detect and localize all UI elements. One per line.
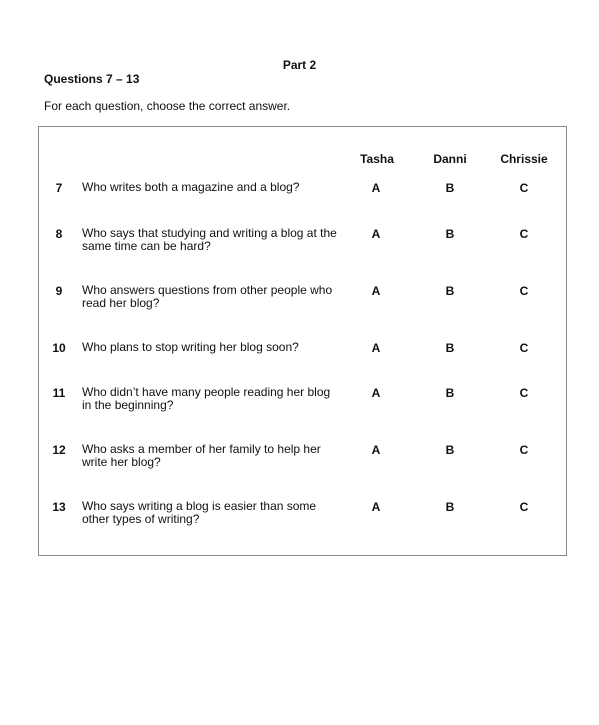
option-a[interactable]: A <box>371 341 381 355</box>
column-header-danni: Danni <box>433 152 467 166</box>
instruction-text: For each question, choose the correct answer. <box>44 99 291 113</box>
option-a[interactable]: A <box>371 284 381 298</box>
option-b[interactable]: B <box>445 443 455 457</box>
part-title: Part 2 <box>282 58 317 72</box>
column-header-tasha: Tasha <box>360 152 394 166</box>
question-text: Who plans to stop writing her blog soon? <box>82 340 299 354</box>
question-number: 13 <box>52 500 66 514</box>
option-c[interactable]: C <box>519 443 529 457</box>
option-c[interactable]: C <box>519 284 529 298</box>
question-text: Who asks a member of her family to help her write her blog? <box>82 442 321 469</box>
option-a[interactable]: A <box>371 443 381 457</box>
questions-range-heading: Questions 7 – 13 <box>44 72 140 86</box>
question-number: 7 <box>55 181 63 195</box>
option-b[interactable]: B <box>445 386 455 400</box>
option-c[interactable]: C <box>519 341 529 355</box>
question-number: 12 <box>52 443 66 457</box>
question-text: Who says that studying and writing a blog at the same time can be hard? <box>82 226 337 253</box>
column-header-chrissie: Chrissie <box>500 152 548 166</box>
option-c[interactable]: C <box>519 227 529 241</box>
option-b[interactable]: B <box>445 341 455 355</box>
option-c[interactable]: C <box>519 181 529 195</box>
question-text: Who writes both a magazine and a blog? <box>82 180 300 194</box>
question-text: Who answers questions from other people who read her blog? <box>82 283 333 310</box>
question-number: 8 <box>55 227 63 241</box>
option-a[interactable]: A <box>371 181 381 195</box>
option-b[interactable]: B <box>445 284 455 298</box>
question-text: Who didn’t have many people reading her blog in the beginning? <box>82 385 331 412</box>
question-text: Who says writing a blog is easier than some other types of writing? <box>82 499 317 526</box>
option-b[interactable]: B <box>445 227 455 241</box>
question-number: 10 <box>52 341 66 355</box>
question-number: 11 <box>52 386 66 400</box>
option-c[interactable]: C <box>519 386 529 400</box>
option-a[interactable]: A <box>371 386 381 400</box>
question-number: 9 <box>55 284 63 298</box>
option-a[interactable]: A <box>371 500 381 514</box>
option-b[interactable]: B <box>445 500 455 514</box>
option-c[interactable]: C <box>519 500 529 514</box>
option-a[interactable]: A <box>371 227 381 241</box>
option-b[interactable]: B <box>445 181 455 195</box>
